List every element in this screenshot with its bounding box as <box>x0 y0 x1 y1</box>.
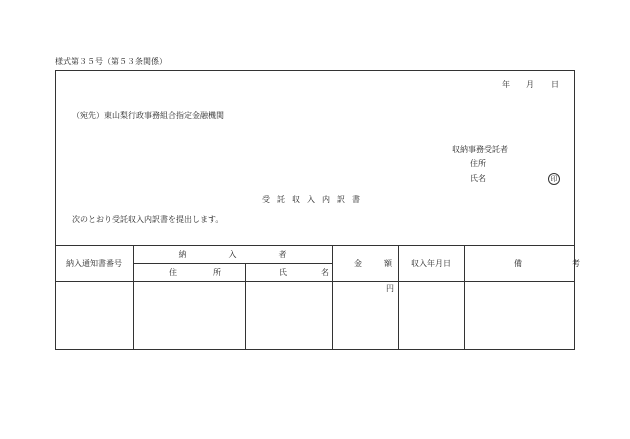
date-day-label: 日 <box>551 80 559 89</box>
header-notice-number: 納入通知書番号 <box>66 259 122 268</box>
date-month-label: 月 <box>526 80 534 89</box>
form-number-label: 様式第３５号（第５３条関係） <box>55 57 167 66</box>
agent-title: 収納事務受託者 <box>452 145 508 154</box>
header-receipt-date: 収入年月日 <box>411 259 451 268</box>
addressee: （宛先）東山梨行政事務組合指定金融機関 <box>72 111 224 120</box>
document-title: 受託収入内訳書 <box>262 195 367 204</box>
header-payer: 納入者 <box>178 250 329 259</box>
payer-sub-line <box>133 263 332 264</box>
date-year-label: 年 <box>502 80 510 89</box>
col-line-1 <box>133 245 134 350</box>
agent-name-label: 氏名 <box>470 174 486 183</box>
header-payer-address: 住所 <box>169 268 257 277</box>
header-remarks: 備考 <box>514 259 630 268</box>
header-payer-name: 氏名 <box>279 268 363 277</box>
seal-mark: 印 <box>548 173 560 185</box>
header-amount: 金額 <box>354 259 414 268</box>
intro-text: 次のとおり受託収入内訳書を提出します。 <box>72 215 224 224</box>
agent-address-label: 住所 <box>470 159 486 168</box>
amount-yen-unit: 円 <box>386 284 394 293</box>
